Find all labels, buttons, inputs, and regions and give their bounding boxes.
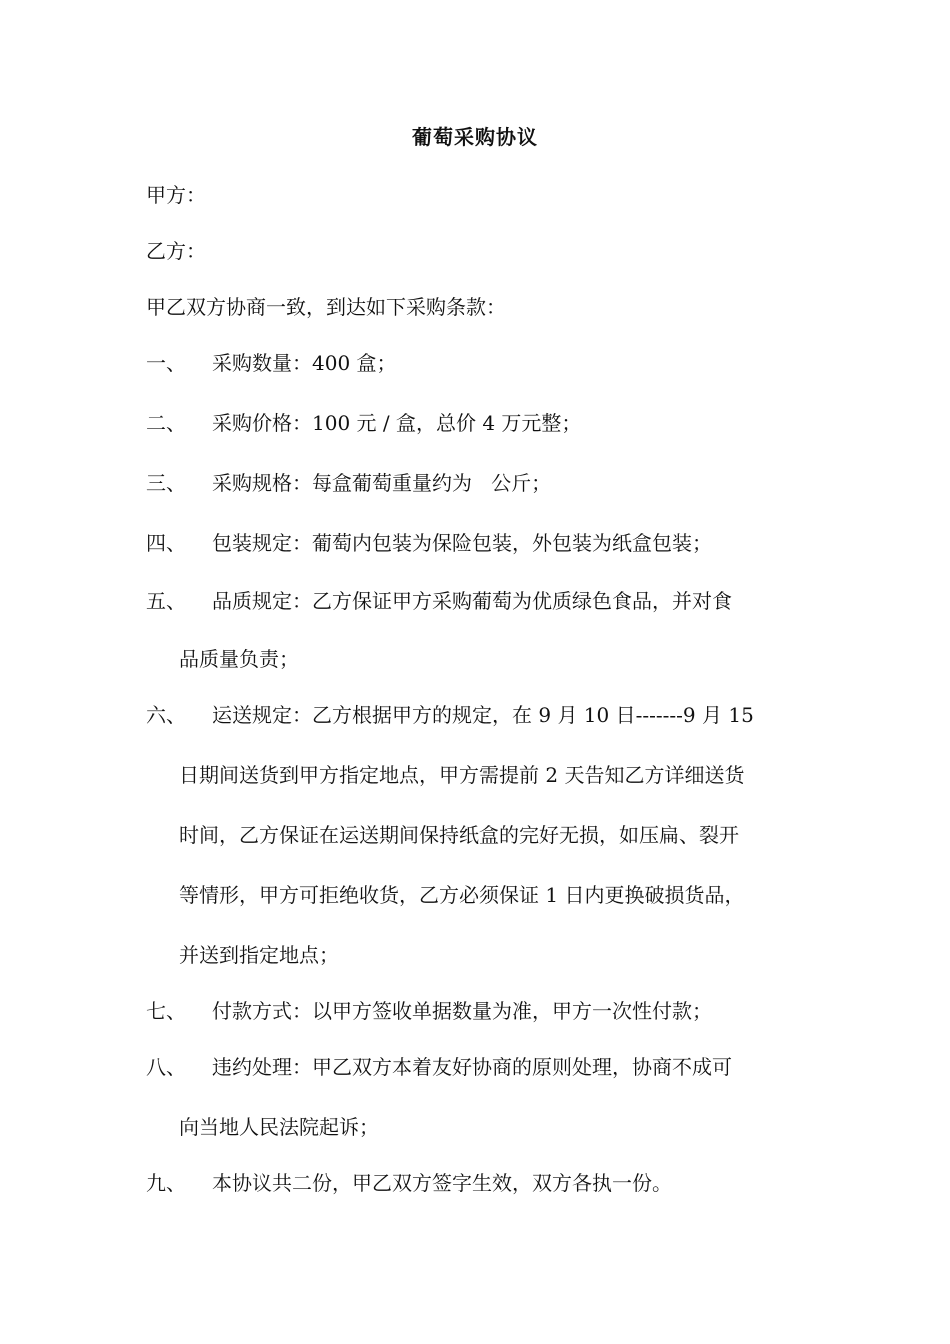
clause-text: 包装规定：葡萄内包装为保险包装，外包装为纸盒包装； [212, 531, 712, 555]
clause-number: 八、 [146, 1055, 186, 1079]
clause-text: 违约处理：甲乙双方本着友好协商的原则处理，协商不成可 [212, 1055, 732, 1079]
clause-text-continued: 向当地人民法院起诉； [179, 1115, 379, 1139]
clause-text: 付款方式：以甲方签收单据数量为准，甲方一次性付款； [212, 999, 712, 1023]
clause-number: 六、 [146, 703, 186, 727]
clause-number: 四、 [146, 531, 186, 555]
clause-number: 七、 [146, 999, 186, 1023]
party-a-label: 甲方： [146, 183, 206, 207]
clause-number: 二、 [146, 411, 186, 435]
intro-text: 甲乙双方协商一致，到达如下采购条款： [146, 295, 506, 319]
clause-text: 运送规定：乙方根据甲方的规定，在 9 月 10 日-------9 月 15 [212, 703, 754, 727]
clause-text: 采购数量：400 盒； [212, 351, 397, 375]
party-b-label: 乙方： [146, 239, 206, 263]
clause-text-continued: 并送到指定地点； [179, 943, 339, 967]
clause-text: 品质规定：乙方保证甲方采购葡萄为优质绿色食品，并对食 [212, 589, 732, 613]
clause-text-continued: 时间，乙方保证在运送期间保持纸盒的完好无损，如压扁、裂开 [179, 823, 739, 847]
clause-number: 三、 [146, 471, 186, 495]
page-title: 葡萄采购协议 [412, 125, 538, 149]
clause-number: 一、 [146, 351, 186, 375]
clause-text: 本协议共二份，甲乙双方签字生效，双方各执一份。 [212, 1171, 672, 1195]
clause-text-continued: 等情形，甲方可拒绝收货，乙方必须保证 1 日内更换破损货品， [179, 883, 745, 907]
clause-text: 采购规格：每盒葡萄重量约为 公斤； [212, 471, 552, 495]
clause-text-continued: 品质量负责； [179, 647, 299, 671]
clause-number: 五、 [146, 589, 186, 613]
clause-number: 九、 [146, 1171, 186, 1195]
clause-text-continued: 日期间送货到甲方指定地点，甲方需提前 2 天告知乙方详细送货 [179, 763, 745, 787]
clause-text: 采购价格：100 元 / 盒，总价 4 万元整； [212, 411, 582, 435]
